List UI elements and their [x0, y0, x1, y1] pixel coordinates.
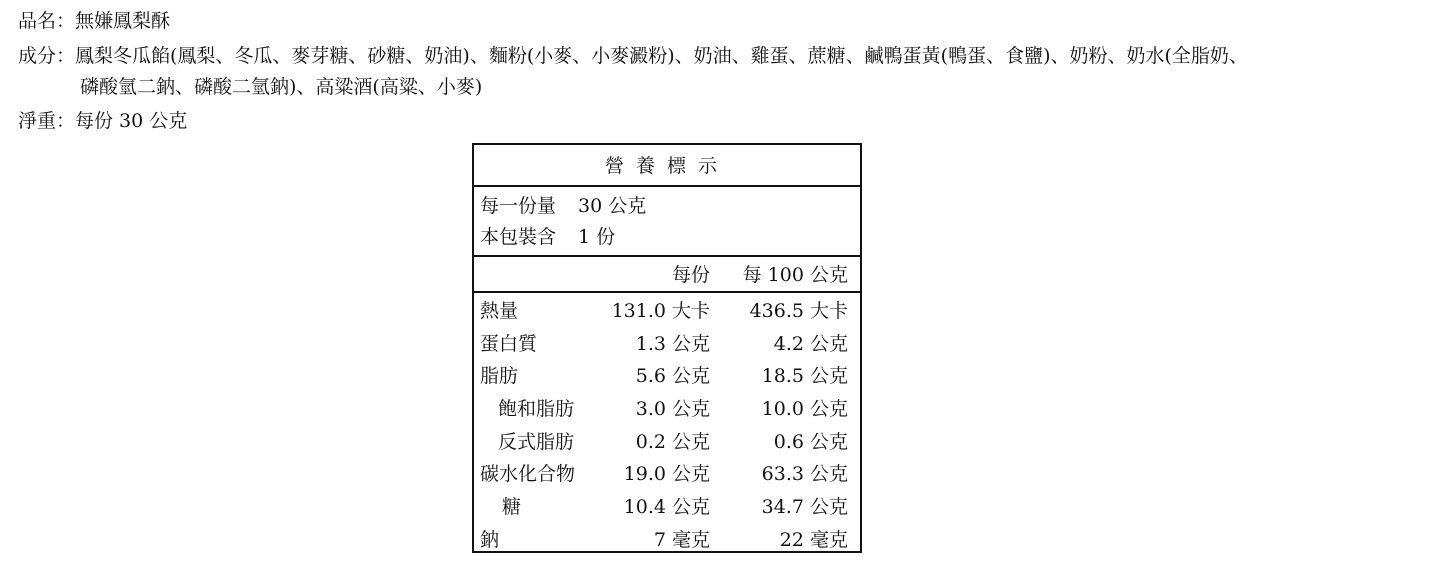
nutrient-row-fat	[474, 360, 860, 393]
nutrient-per-serving: 10.4 公克	[623, 496, 710, 519]
net-weight-line	[18, 109, 187, 133]
product-name-label: 品名：	[18, 10, 76, 32]
nutrition-facts-table	[472, 143, 862, 553]
nutrition-title: 營養標示	[474, 145, 860, 187]
nutrient-per-100g: 34.7 公克	[761, 496, 848, 519]
nutrient-row-protein	[474, 328, 860, 361]
nutrient-name: 蛋白質	[480, 332, 538, 355]
nutrient-row-carbohydrate	[474, 458, 860, 491]
per-100g-header: 每 100 公克	[742, 264, 848, 286]
nutrient-row-trans-fat	[474, 426, 860, 459]
nutrient-per-serving: 0.2 公克	[635, 430, 710, 453]
nutrient-name: 糖	[502, 496, 522, 519]
nutrient-per-serving: 3.0 公克	[635, 398, 710, 421]
nutrient-rows	[474, 293, 860, 557]
nutrient-per-100g: 18.5 公克	[761, 365, 848, 388]
ingredients-text-line2: 磷酸氫二鈉、磷酸二氫鈉)、高粱酒(高粱、小麥)	[80, 76, 483, 98]
nutrient-name: 鈉	[480, 528, 500, 551]
serving-info	[474, 187, 860, 257]
nutrient-row-saturated-fat	[474, 393, 860, 426]
nutrient-row-sugar	[474, 491, 860, 524]
servings-per-package-row	[474, 222, 860, 253]
nutrient-row-sodium	[474, 524, 860, 557]
nutrient-per-100g: 0.6 公克	[773, 430, 848, 453]
serving-size-row	[474, 191, 860, 222]
serving-size-value: 30 公克	[578, 195, 647, 217]
column-header-row	[474, 257, 860, 293]
serving-size-label: 每一份量	[480, 195, 557, 217]
net-weight-value: 每份 30 公克	[75, 110, 188, 132]
nutrient-name: 反式脂肪	[498, 430, 575, 453]
nutrient-per-serving: 5.6 公克	[635, 365, 710, 388]
nutrient-name: 熱量	[480, 300, 519, 322]
nutrient-name: 飽和脂肪	[498, 398, 575, 421]
ingredients-line	[18, 44, 1248, 68]
nutrient-per-100g: 22 毫克	[779, 528, 848, 551]
nutrient-row-energy	[474, 295, 860, 328]
nutrient-per-100g: 436.5 大卡	[749, 300, 848, 322]
product-name-value: 無嫌鳳梨酥	[75, 10, 171, 32]
nutrient-name: 脂肪	[480, 365, 519, 388]
nutrient-per-serving: 1.3 公克	[635, 332, 710, 355]
nutrient-per-100g: 63.3 公克	[761, 463, 848, 486]
nutrient-per-serving: 19.0 公克	[623, 463, 710, 486]
nutrient-per-serving: 131.0 大卡	[611, 300, 710, 322]
per-serving-header: 每份	[671, 264, 710, 286]
ingredients-label: 成分：	[18, 45, 76, 67]
servings-value: 1 份	[578, 226, 616, 248]
net-weight-label: 淨重：	[18, 110, 76, 132]
servings-label: 本包裝含	[480, 226, 557, 248]
ingredients-text-line1: 鳳梨冬瓜餡(鳳梨、冬瓜、麥芽糖、砂糖、奶油)、麵粉(小麥、小麥澱粉)、奶油、雞蛋、蔗糖、鹹鴨蛋黃(鴨蛋、食鹽)、奶粉、奶水(全脂奶、	[75, 45, 1248, 67]
product-name-line	[18, 9, 170, 33]
nutrient-per-100g: 10.0 公克	[761, 398, 848, 421]
nutrient-name: 碳水化合物	[480, 463, 576, 486]
nutrient-per-100g: 4.2 公克	[773, 332, 848, 355]
nutrient-per-serving: 7 毫克	[653, 528, 710, 551]
